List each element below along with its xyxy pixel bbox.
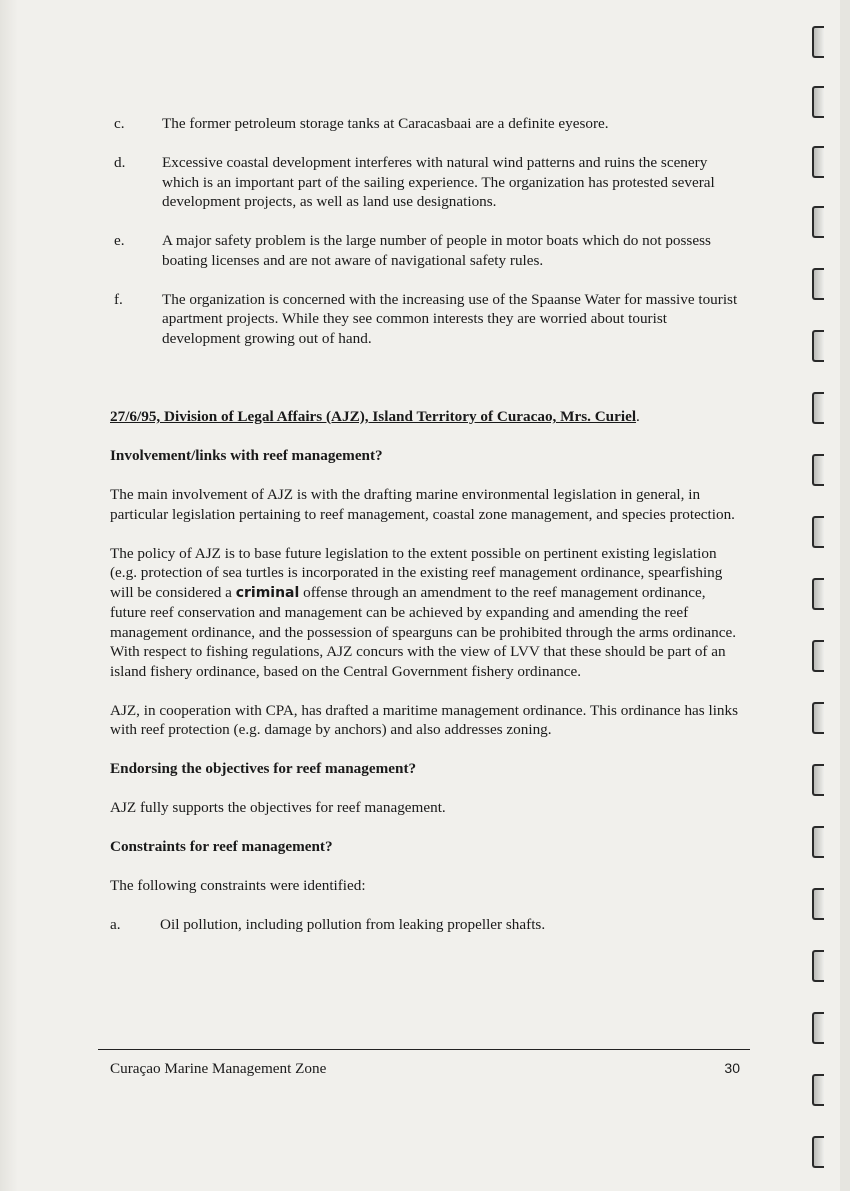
page-number: 30 xyxy=(724,1060,740,1076)
section-heading-period: . xyxy=(636,408,640,425)
paragraph-endorsing: AJZ fully supports the objectives for reef management. xyxy=(110,799,446,816)
list-item xyxy=(110,114,740,134)
policy-text-end: offense through an amendment to the reef management ordinance, future reef conservation and management can be achieved by expanding and amending the reef management ordinance, and the possession of spearguns can be prohibited through the arms ordinance. With respect to fishing regulations, AJZ concurs with the view of LVV that these should be part of an island fishery ordinance, based on the Central Government fishery ordinance. xyxy=(110,583,737,680)
binding-ring xyxy=(812,268,824,300)
binding-ring xyxy=(812,392,824,424)
binding-ring xyxy=(812,516,824,548)
binding-ring xyxy=(812,26,824,58)
list-item xyxy=(110,290,740,349)
binding-ring xyxy=(812,764,824,796)
page-right-margin xyxy=(840,0,850,1191)
binding-ring xyxy=(812,330,824,362)
paragraph-policy xyxy=(110,544,740,682)
list-item-label: c. xyxy=(114,115,125,132)
binding-ring xyxy=(812,578,824,610)
question-endorsing: Endorsing the objectives for reef management? xyxy=(110,760,417,777)
binding-ring xyxy=(812,950,824,982)
constraint-label: a. xyxy=(110,916,121,933)
list-item-text: The organization is concerned with the increasing use of the Spaanse Water for massive tourist apartment projects. While they see common interests they are worried about tourist development growing out of hand. xyxy=(162,290,738,347)
binding-ring xyxy=(812,146,824,178)
policy-text-start: The policy of AJZ is to base future legislation to the extent possible on pertinent existing legislation (e.g. protection of sea turtles is incorporated in the existing reef management ordinance, spearfishing will be considered a xyxy=(110,544,723,601)
paragraph-constraints-intro: The following constraints were identified: xyxy=(110,877,366,894)
question-constraints: Constraints for reef management? xyxy=(110,838,333,855)
binding-ring xyxy=(812,1012,824,1044)
list-item-label: e. xyxy=(114,232,125,249)
binding-ring xyxy=(812,1136,824,1168)
question-involvement: Involvement/links with reef management? xyxy=(110,447,383,464)
binding-ring xyxy=(812,454,824,486)
list-item-text: A major safety problem is the large number of people in motor boats which do not possess boating licenses and are not aware of navigational safety rules. xyxy=(162,232,711,269)
list-item-label: f. xyxy=(114,290,123,308)
binding-ring xyxy=(812,826,824,858)
list-item-text: Excessive coastal development interferes with natural wind patterns and ruins the scenery which is an important part of the sailing experience. The organization has protested several development projects, as well as land use designations. xyxy=(162,154,715,210)
page-content xyxy=(110,114,740,954)
scan-edge-shadow xyxy=(0,0,18,1191)
binding-ring xyxy=(812,206,824,238)
list-item-label: d. xyxy=(114,154,126,171)
binding-ring xyxy=(812,888,824,920)
binding-ring xyxy=(812,640,824,672)
binding-ring xyxy=(812,1074,824,1106)
constraint-item xyxy=(110,915,740,935)
section-heading: 27/6/95, Division of Legal Affairs (AJZ), Island Territory of Curacao, Mrs. Curiel xyxy=(110,408,637,425)
footer-divider xyxy=(98,1049,750,1050)
list-item xyxy=(110,231,740,270)
criminal-emphasis: criminal xyxy=(235,584,300,601)
footer-title: Curaçao Marine Management Zone xyxy=(110,1060,327,1077)
list-item xyxy=(110,153,740,212)
list-item-text: The former petroleum storage tanks at Caracasbaai are a definite eyesore. xyxy=(162,115,609,132)
section-heading-line xyxy=(110,407,740,427)
binding-ring xyxy=(812,702,824,734)
paragraph-involvement: The main involvement of AJZ is with the drafting marine environmental legislation in general, in particular legislation pertaining to reef management, coastal zone management, and species protection. xyxy=(110,486,735,523)
binding-ring xyxy=(812,86,824,118)
paragraph-maritime-ordinance: AJZ, in cooperation with CPA, has drafted a maritime management ordinance. This ordinance has links with reef protection (e.g. damage by anchors) and also addresses zoning. xyxy=(110,701,739,738)
constraint-text: Oil pollution, including pollution from leaking propeller shafts. xyxy=(160,916,546,933)
spiral-binding xyxy=(806,18,834,1178)
